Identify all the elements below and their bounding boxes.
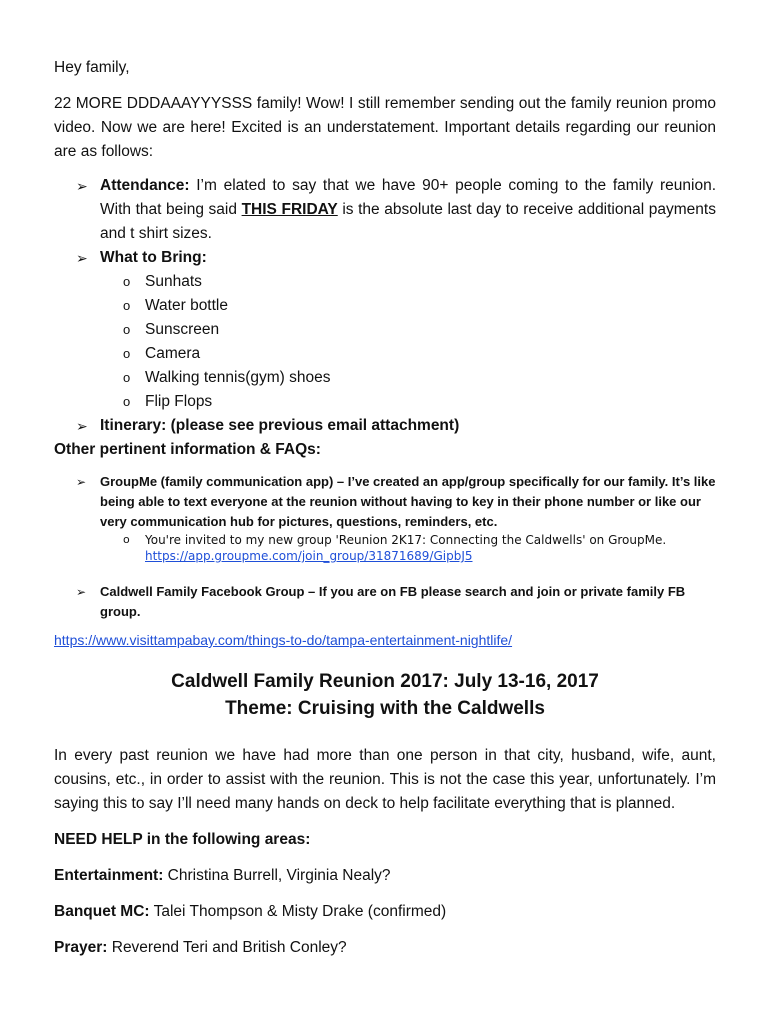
circle-bullet-icon: o: [123, 346, 131, 361]
this-friday-highlight: THIS FRIDAY: [241, 201, 338, 218]
bring-item-text: Water bottle: [145, 297, 228, 314]
role-label: Banquet MC:: [54, 903, 150, 920]
facebook-text: Caldwell Family Facebook Group – If you are on FB please search and join or private family FB group.: [100, 584, 686, 619]
circle-bullet-icon: o: [123, 274, 131, 289]
bring-item: [54, 366, 716, 390]
faq-list: [54, 472, 716, 532]
role-value: Reverend Teri and British Conley?: [107, 939, 347, 956]
bring-item-text: Flip Flops: [145, 393, 213, 410]
details-list: [54, 174, 716, 270]
groupme-invite-link[interactable]: https://app.groupme.com/join_group/31871689/GipbJ5: [145, 549, 473, 563]
title-line-2: Theme: Cruising with the Caldwells: [225, 698, 545, 719]
invite-text: You're invited to my new group 'Reunion 2K17: Connecting the Caldwells' on GroupMe.: [145, 533, 667, 547]
arrow-bullet-icon: ➢: [76, 178, 88, 194]
what-to-bring-label: What to Bring:: [100, 249, 207, 266]
role-banquet-mc: [54, 900, 716, 924]
visit-tampa-link[interactable]: https://www.visittampabay.com/things-to-do/tampa-entertainment-nightlife/: [54, 632, 513, 648]
bring-item: [54, 318, 716, 342]
circle-bullet-icon: o: [123, 394, 131, 409]
faq-heading: Other pertinent information & FAQs:: [54, 441, 321, 458]
role-label: Prayer:: [54, 939, 108, 956]
groupme-invite-list: [54, 532, 716, 564]
role-entertainment: [54, 864, 716, 888]
itinerary-text: Itinerary: (please see previous email attachment): [100, 417, 460, 434]
bring-list: [54, 270, 716, 414]
circle-bullet-icon: o: [123, 533, 130, 546]
intro-paragraph: 22 MORE DDDAAAYYYSSS family! Wow! I still remember sending out the family reunion promo video. Now we are here! Excited is an understatement. Important details regarding our reunion are as follows:: [54, 95, 716, 160]
itinerary-list: [54, 414, 716, 438]
role-value: Christina Burrell, Virginia Nealy?: [163, 867, 391, 884]
arrow-bullet-icon: ➢: [76, 250, 88, 266]
bring-item: [54, 294, 716, 318]
attendance-label: Attendance:: [100, 177, 190, 194]
facebook-item: [54, 582, 716, 622]
attendance-item: [54, 174, 716, 246]
bring-item-text: Walking tennis(gym) shoes: [145, 369, 331, 386]
reunion-title: [54, 668, 716, 722]
role-value: Talei Thompson & Misty Drake (confirmed): [149, 903, 447, 920]
facebook-section: [54, 582, 716, 622]
groupme-item: [54, 472, 716, 532]
role-label: Entertainment:: [54, 867, 164, 884]
title-line-1: Caldwell Family Reunion 2017: July 13-16, 2017: [171, 671, 599, 692]
circle-bullet-icon: o: [123, 298, 131, 313]
circle-bullet-icon: o: [123, 370, 131, 385]
attendance-text-a: I’m elated to say that we have 90+ people coming to the family reunion. With that being said: [100, 177, 716, 218]
greeting: Hey family,: [54, 59, 130, 76]
arrow-bullet-icon: ➢: [76, 585, 87, 599]
what-to-bring-item: [54, 246, 716, 270]
groupme-text: GroupMe (family communication app) – I’ve created an app/group specifically for our family. It’s like being able to text everyone at the reunion without having to key in their phone number or like our very communication hub for pictures, questions, reminders, etc.: [100, 474, 716, 529]
attendance-text-b: is the absolute last day to receive additional payments and t shirt sizes.: [100, 201, 716, 242]
faq-section: [54, 472, 716, 532]
groupme-invite: [54, 532, 716, 564]
bring-item: [54, 270, 716, 294]
arrow-bullet-icon: ➢: [76, 475, 87, 489]
bring-item-text: Sunhats: [145, 273, 202, 290]
bring-item-text: Camera: [145, 345, 201, 362]
facebook-list: [54, 582, 716, 622]
bring-item: [54, 342, 716, 366]
bring-item: [54, 390, 716, 414]
itinerary-item: [54, 414, 716, 438]
arrow-bullet-icon: ➢: [76, 418, 88, 434]
circle-bullet-icon: o: [123, 322, 131, 337]
bring-item-text: Sunscreen: [145, 321, 220, 338]
role-prayer: [54, 936, 716, 960]
help-paragraph: In every past reunion we have had more than one person in that city, husband, wife, aunt, cousins, etc., in order to assist with the reunion. This is not the case this year, unfortunately. I’m saying this to say I’ll need many hands on deck to help facilitate everything that is planned.: [54, 747, 716, 812]
need-help-heading: NEED HELP in the following areas:: [54, 831, 311, 848]
